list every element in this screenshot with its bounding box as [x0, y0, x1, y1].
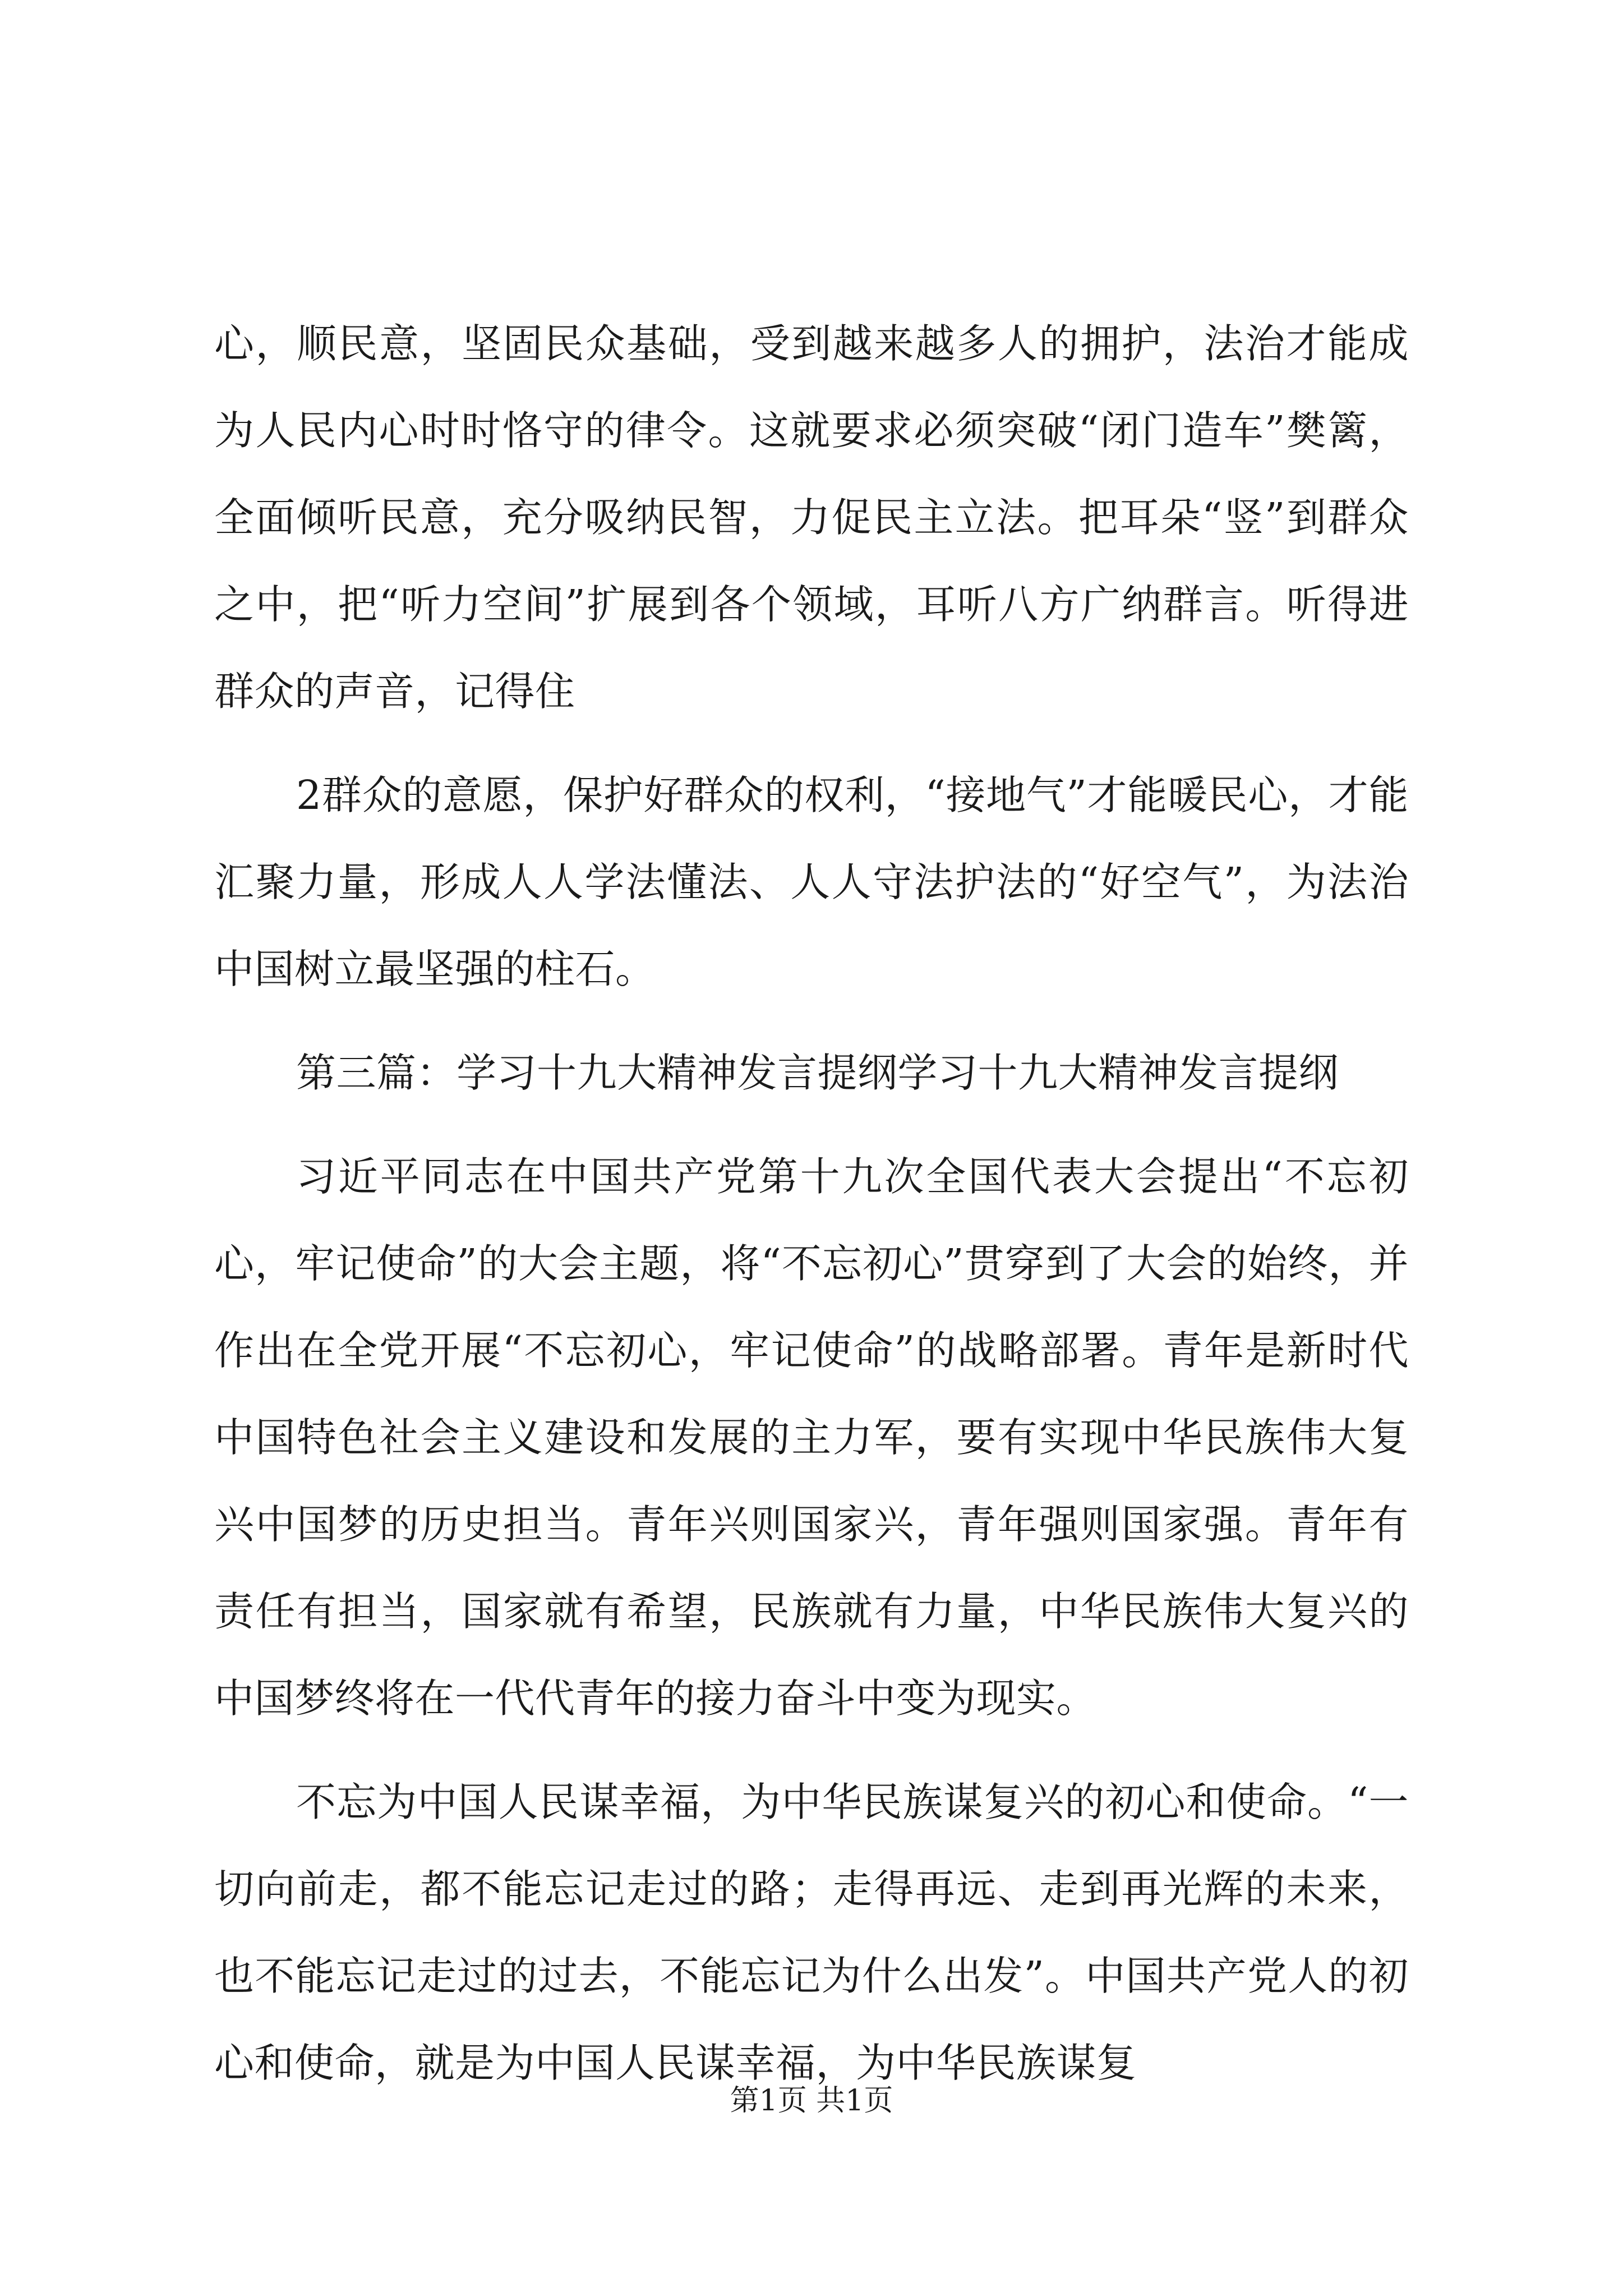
paragraph: 2群众的意愿，保护好群众的权利，“接地气”才能暖民心，才能汇聚力量，形成人人学法懂法、人人守法护法的“好空气”，为法治中国树立最坚强的柱石。 — [214, 772, 1409, 992]
section-heading: 第三篇：学习十九大精神发言提纲学习十九大精神发言提纲 — [296, 1050, 1339, 1096]
page-footer: 第1页 共1页 — [730, 2084, 893, 2118]
document-body — [214, 300, 1409, 2106]
paragraph: 习近平同志在中国共产党第十九次全国代表大会提出“不忘初心，牢记使命”的大会主题，将“不忘初心”贯穿到了大会的始终，并作出在全党开展“不忘初心，牢记使命”的战略部署。青年是新时代中国特色社会主义建设和发展的主力军，要有实现中华民族伟大复兴中国梦的历史担当。青年兴则国家兴，青年强则国家强。青年有责任有担当，国家就有希望，民族就有力量，中华民族伟大复兴的中国梦终将在一代代青年的接力奋斗中变为现实。 — [214, 1153, 1409, 1722]
paragraph-continuation: 心，顺民意，坚固民众基础，受到越来越多人的拥护，法治才能成为人民内心时时恪守的律令。这就要求必须突破“闭门造车”樊篱，全面倾听民意，充分吸纳民智，力促民主立法。把耳朵“竖”到群众之中，把“听力空间”扩展到各个领域，耳听八方广纳群言。听得进群众的声音，记得住 — [214, 320, 1409, 715]
paragraph: 不忘为中国人民谋幸福，为中华民族谋复兴的初心和使命。“一切向前走，都不能忘记走过的路；走得再远、走到再光辉的未来，也不能忘记走过的过去，不能忘记为什么出发”。中国共产党人的初心和使命，就是为中国人民谋幸福，为中华民族谋复 — [214, 1779, 1409, 2086]
